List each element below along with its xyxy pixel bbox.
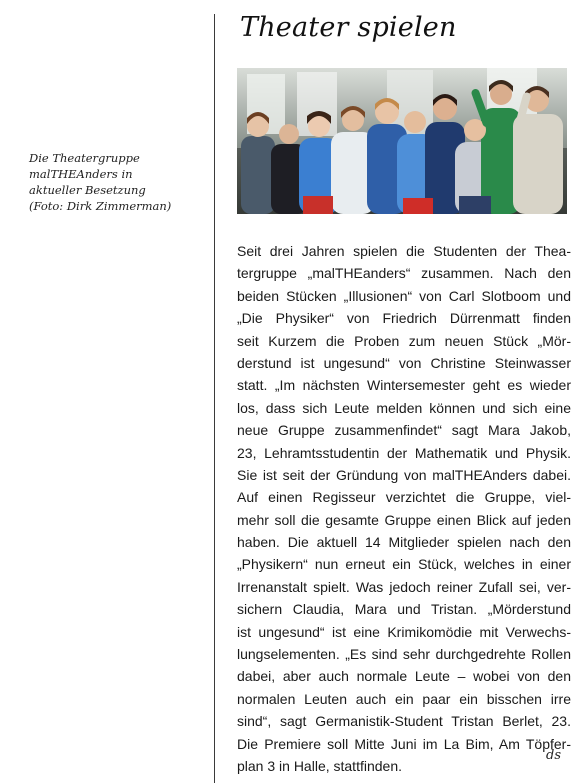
body-line: haben. Die aktuell 14 Mitglieder spielen nach den <box>237 534 571 551</box>
body-line: lungselementen. „Es sind sehr durchgedrehte Rollen <box>237 646 571 663</box>
body-line: beiden Stücken „Illusionen“ von Carl Slotboom und <box>237 287 571 304</box>
body-line: „Die Physiker“ von Friedrich Dürrenmatt finden <box>237 310 571 327</box>
body-line: Seit drei Jahren spielen die Studenten der Thea- <box>237 243 571 259</box>
body-line: los, dass sich Leute melden können und sich eine <box>237 399 571 416</box>
photo-caption <box>29 150 209 214</box>
body-line: seit Kurzem die Proben zum neuen Stück „Mör- <box>237 332 571 349</box>
body-line: sichern Claudia, Mara und Tristan. „Mörderstund <box>237 601 571 618</box>
body-line: normalen Leuten auch ein paar ein bisschen irre <box>237 690 571 707</box>
body-line: Irrenanstalt spielt. Was jedoch reiner Zufall sei, ver- <box>237 578 571 595</box>
body-line: plan 3 in Halle, stattfinden. <box>237 757 402 774</box>
body-line: „Physikern“ nun erneut ein Stück, welches in einer <box>237 556 571 573</box>
caption-line: aktueller Besetzung <box>29 183 146 197</box>
body-line: derstund ist ungesund“ von Christine Steinwasser <box>237 354 571 371</box>
body-line: tergruppe „malTHEanders“ zusammen. Nach den <box>237 265 571 282</box>
article-body <box>237 240 571 777</box>
body-line: neue Gruppe zusammenfindet“ sagt Mara Jakob, <box>237 422 571 439</box>
group-photo <box>237 68 567 214</box>
author-initials: ds <box>546 748 561 763</box>
article-headline: Theater spielen <box>240 12 457 43</box>
caption-line: Die Theatergruppe <box>29 151 140 165</box>
body-line: 23, Lehramtsstudentin der Mathematik und Physik. <box>237 444 571 461</box>
column-divider <box>214 14 215 783</box>
body-line: mehr soll die gesamte Gruppe einen Blick auf jeden <box>237 511 571 528</box>
caption-line: (Foto: Dirk Zimmerman) <box>29 199 172 213</box>
body-line: ist ungesund“ ist eine Krimikomödie mit Verwechs- <box>237 623 571 640</box>
body-line: Auf einen Regisseur verzichtet die Gruppe, viel- <box>237 489 571 506</box>
body-line: Sie ist seit der Gründung von malTHEAnders dabei. <box>237 466 571 483</box>
caption-line: malTHEAnders in <box>29 167 133 181</box>
body-line: Die Premiere soll Mitte Juni im La Bim, Am Töpfer- <box>237 735 571 752</box>
body-line: sind“, sagt Germanistik-Student Tristan Berlet, 23. <box>237 713 571 730</box>
body-line: statt. „Im nächsten Wintersemester geht es wieder <box>237 377 571 394</box>
body-line: dabei, aber auch normale Leute – wobei von den <box>237 668 571 685</box>
